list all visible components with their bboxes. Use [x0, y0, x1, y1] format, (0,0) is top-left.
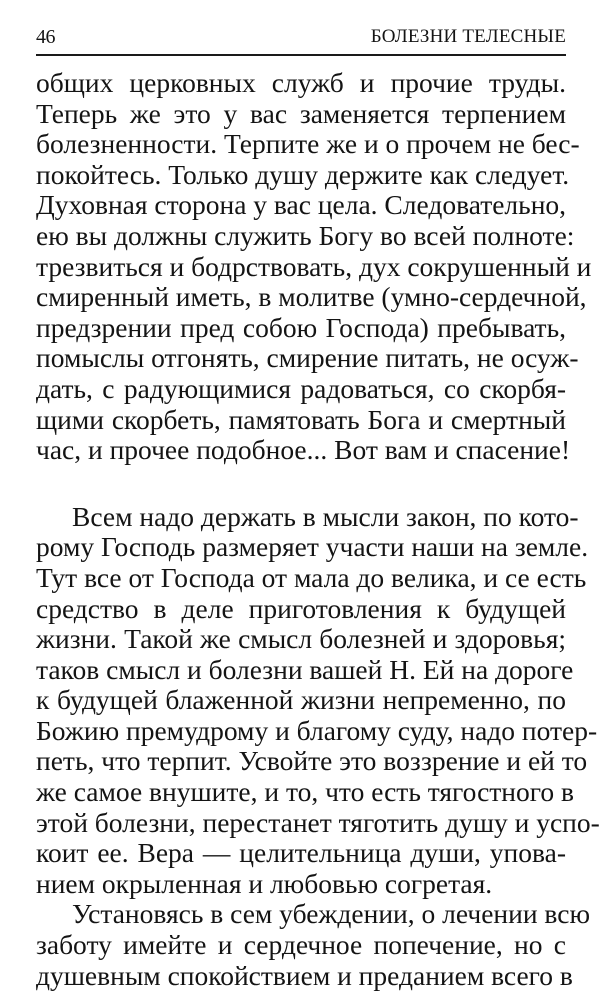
paragraph-2 [36, 500, 600, 900]
running-title: БОЛЕЗНИ ТЕЛЕСНЫЕ [370, 26, 566, 47]
text-line: предзрении пред собою Господа) пребывать, [36, 311, 566, 343]
page-header [36, 24, 566, 56]
text-line: этой болезни, перестанет тяготить душу и успо- [36, 806, 600, 838]
paragraph-3 [36, 898, 591, 991]
text-line: жизни. Такой же смысл болезней и здоровья; [36, 623, 566, 655]
text-line: помыслы отгонять, смирение питать, не осуж- [36, 342, 579, 374]
text-line: Тут все от Господа от мала до велика, и се есть [36, 561, 587, 593]
text-line: болезненности. Терпите же и о прочем не бес- [36, 128, 580, 160]
text-line: щими скорбеть, памятовать Бога и смертный [36, 403, 566, 435]
text-line: рому Господь размеряет участи наши на земле. [36, 531, 589, 563]
text-line: Всем надо держать в мысли закон, по кото- [72, 500, 579, 532]
text-line: смиренный иметь, в молитве (умно-сердечной, [36, 281, 587, 313]
text-line: Теперь же это у вас заменяется терпением [36, 97, 566, 129]
text-line: таков смысл и болезни вашей Н. Ей на дороге [36, 653, 574, 685]
text-line: заботу имейте и сердечное попечение, но с [36, 929, 566, 961]
page-body [36, 67, 600, 991]
paragraph-1 [36, 67, 592, 466]
text-line: нием окрыленная и любовью согретая. [36, 867, 493, 899]
text-line: Божию премудрому и благому суду, надо потер- [36, 714, 598, 746]
paragraph-gap [36, 466, 566, 502]
text-line: средство в деле приготовления к будущей [36, 592, 566, 624]
text-line: же самое внушите, и то, что есть тягостного в [36, 776, 574, 808]
text-line: петь, что терпит. Усвойте это воззрение и ей то [36, 745, 588, 777]
text-line: трезвиться и бодрствовать, дух сокрушенный и [36, 250, 592, 282]
text-line: душевным спокойствием и преданием всего в [36, 959, 573, 991]
text-line: общих церковных служб и прочие труды. [36, 67, 566, 98]
text-line: час, и прочее подобное... Вот вам и спасение! [36, 434, 571, 466]
text-line: ею вы должны служить Богу во всей полноте: [36, 219, 575, 251]
page-number: 46 [36, 26, 55, 48]
text-line: Духовная сторона у вас цела. Следовательно, [36, 189, 567, 221]
text-line: Установясь в сем убеждении, о лечении всю [72, 898, 591, 930]
text-line: покойтесь. Только душу держите как следует. [36, 158, 570, 190]
text-line: дать, с радующимися радоваться, со скорбя- [36, 372, 566, 404]
text-line: коит ее. Вера — целительница души, упова- [36, 837, 566, 869]
text-line: к будущей блаженной жизни непременно, по [36, 684, 566, 716]
